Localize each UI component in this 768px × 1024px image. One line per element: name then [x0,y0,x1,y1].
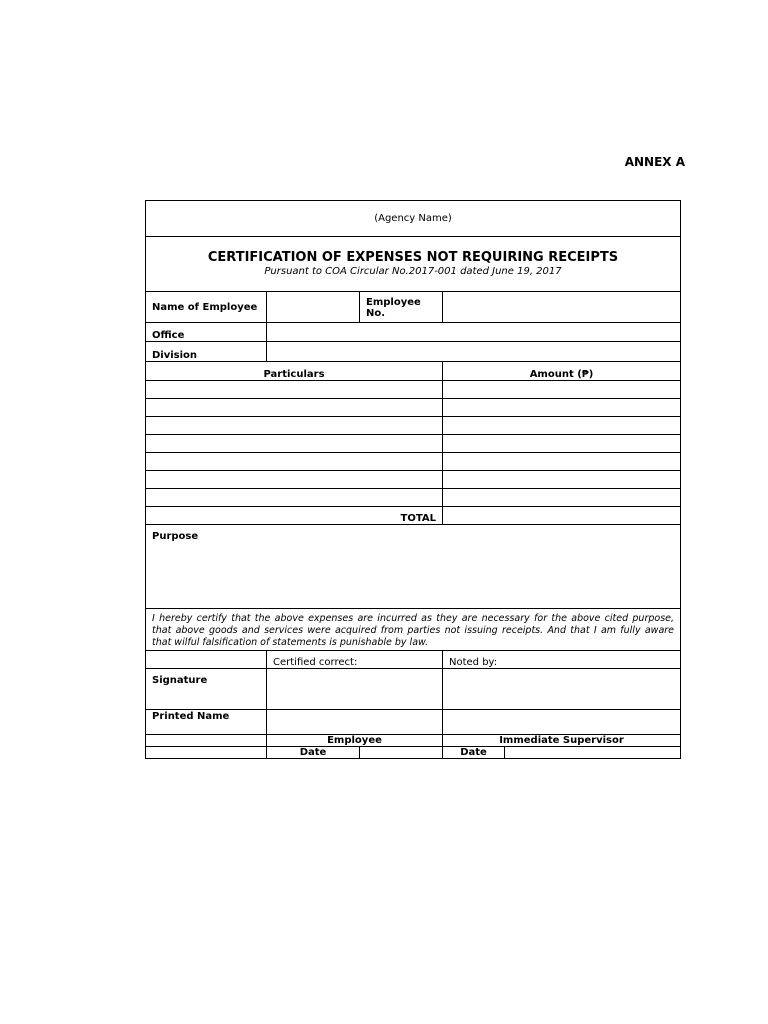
supervisor-printed-name-field[interactable] [443,710,681,735]
form-subtitle: Pursuant to COA Circular No.2017-001 dated June 19, 2017 [264,266,562,277]
particulars-cell[interactable] [146,471,443,489]
blank-cell [146,651,267,669]
employee-no-field[interactable] [443,292,681,323]
name-of-employee-label: Name of Employee [146,292,267,323]
signature-label: Signature [146,669,267,710]
form-table [145,200,681,759]
certification-form [145,200,680,759]
amount-cell[interactable] [443,381,681,399]
purpose-label[interactable]: Purpose [146,525,681,609]
particulars-cell[interactable] [146,435,443,453]
particulars-cell[interactable] [146,489,443,507]
office-field[interactable] [267,323,681,342]
noted-by-label: Noted by: [443,651,681,669]
particulars-cell[interactable] [146,381,443,399]
form-header [146,237,681,292]
table-row [146,381,681,399]
certification-statement: I hereby certify that the above expenses are incurred as they are necessary for the above cited purpose, that above goods and services were acquired from parties not issuing receipts. And that I am fully aware that wilful falsification of statements is punishable by law. [146,609,681,651]
employee-role-label: Employee [267,735,443,747]
particulars-header: Particulars [146,362,443,381]
amount-cell[interactable] [443,435,681,453]
supervisor-role-label: Immediate Supervisor [443,735,681,747]
employee-printed-name-field[interactable] [267,710,443,735]
supervisor-signature-field[interactable] [443,669,681,710]
particulars-cell[interactable] [146,399,443,417]
name-of-employee-field[interactable] [267,292,360,323]
certified-correct-label: Certified correct: [267,651,443,669]
division-label: Division [146,342,267,362]
amount-cell[interactable] [443,489,681,507]
annex-label: ANNEX A [624,155,685,169]
amount-cell[interactable] [443,471,681,489]
supervisor-date-label: Date [443,747,505,759]
printed-name-label: Printed Name [146,710,267,735]
division-field[interactable] [267,342,681,362]
blank-cell [146,735,267,747]
table-row [146,453,681,471]
table-row [146,489,681,507]
employee-no-label: Employee No. [360,292,443,323]
table-row [146,417,681,435]
total-label: TOTAL [146,507,443,525]
office-label: Office [146,323,267,342]
supervisor-date-field[interactable] [505,747,681,759]
table-row [146,471,681,489]
amount-header: Amount (₱) [443,362,681,381]
amount-cell[interactable] [443,417,681,435]
agency-name: (Agency Name) [146,201,681,237]
particulars-cell[interactable] [146,453,443,471]
employee-signature-field[interactable] [267,669,443,710]
form-title: CERTIFICATION OF EXPENSES NOT REQUIRING RECEIPTS [207,250,619,265]
particulars-cell[interactable] [146,417,443,435]
amount-cell[interactable] [443,399,681,417]
employee-date-field[interactable] [360,747,443,759]
blank-cell [146,747,267,759]
amount-cell[interactable] [443,453,681,471]
table-row [146,435,681,453]
table-row [146,399,681,417]
total-amount-field[interactable] [443,507,681,525]
employee-date-label: Date [267,747,360,759]
